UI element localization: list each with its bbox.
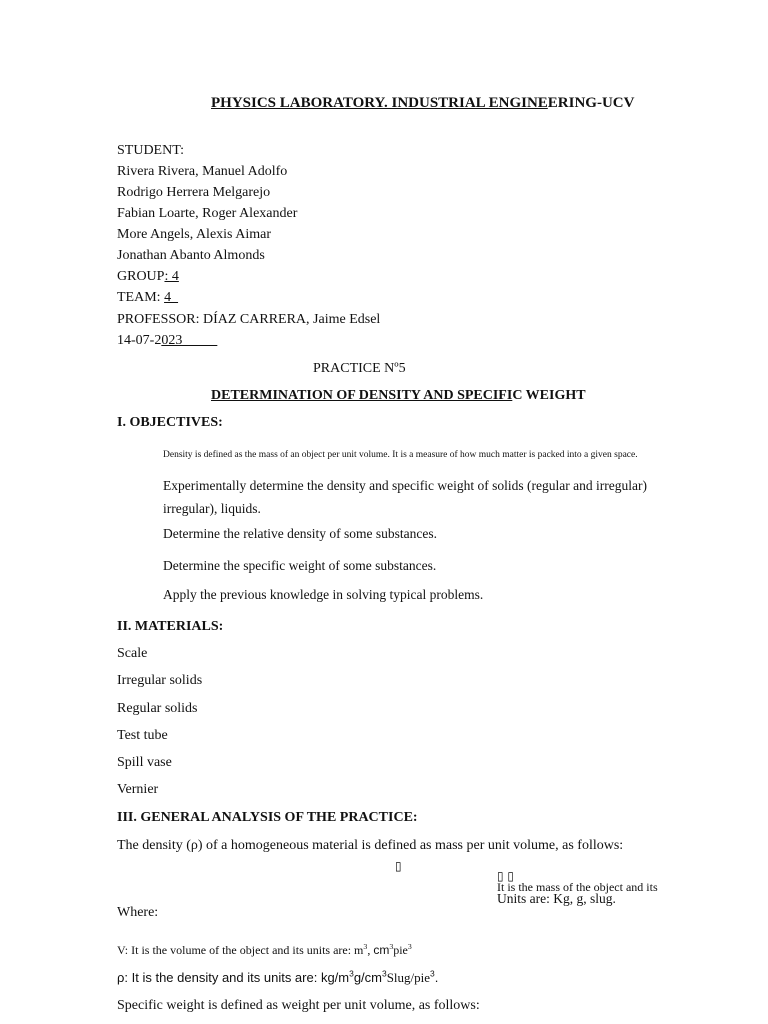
objectives-heading: I. OBJECTIVES: xyxy=(117,415,223,430)
document-title xyxy=(211,95,634,112)
practice-title-rest: C WEIGHT xyxy=(512,388,586,403)
objective-item-continued: irregular), liquids. xyxy=(163,501,261,516)
team-value: 4 xyxy=(164,290,179,305)
material-item: Vernier xyxy=(117,782,159,797)
volume-exponent: 3 xyxy=(389,942,394,951)
missing-symbol-glyphs: ▯ ▯ xyxy=(497,869,515,883)
material-item: Spill vase xyxy=(117,755,172,770)
practice-title-underlined: DETERMINATION OF DENSITY AND SPECIFI xyxy=(211,388,513,403)
practice-title xyxy=(211,388,586,404)
volume-definition xyxy=(117,943,412,958)
volume-unit-pie: pie xyxy=(393,943,408,957)
specific-weight-definition: Specific weight is defined as weight per unit volume, as follows: xyxy=(117,998,480,1013)
where-label: Where: xyxy=(117,905,159,920)
title-rest-part: ERING-UCV xyxy=(547,95,635,111)
material-item: Irregular solids xyxy=(117,673,203,688)
date-underlined: 023 xyxy=(161,333,218,348)
student-name: Rodrigo Herrera Melgarejo xyxy=(117,185,271,200)
student-name: Rivera Rivera, Manuel Adolfo xyxy=(117,164,288,179)
density-unit-slug: Slug/pie xyxy=(386,970,431,985)
mass-note: It is the mass of the object and its xyxy=(497,880,658,894)
title-underlined-part: PHYSICS LABORATORY. INDUSTRIAL ENGINE xyxy=(211,95,548,111)
density-exponent: 3 xyxy=(381,968,387,979)
group-value: : 4 xyxy=(164,269,179,284)
density-units-text: ρ: It is the density and its units are: kg/m xyxy=(117,970,350,985)
density-definition: The density (ρ) of a homogeneous material is defined as mass per unit volume, as follows: xyxy=(117,838,624,853)
professor-line: PROFESSOR: DÍAZ CARRERA, Jaime Edsel xyxy=(117,312,381,327)
objective-item: Determine the specific weight of some substances. xyxy=(163,558,437,573)
group-line xyxy=(117,269,179,285)
volume-separator: , xyxy=(367,943,374,957)
density-exponent: 3 xyxy=(430,968,435,979)
date-prefix: 14-07-2 xyxy=(117,333,162,348)
mass-units: Units are: Kg, g, slug. xyxy=(497,891,616,906)
density-unit-gcm: g/cm xyxy=(353,970,382,985)
student-name: Jonathan Abanto Almonds xyxy=(117,248,265,263)
objective-item: Apply the previous knowledge in solving typical problems. xyxy=(163,587,484,602)
volume-text: V: It is the volume of the object and its units are: m xyxy=(117,943,364,957)
volume-exponent: 3 xyxy=(407,942,412,951)
materials-heading: II. MATERIALS: xyxy=(117,619,224,634)
objective-item: Determine the relative density of some substances. xyxy=(163,526,438,541)
material-item: Scale xyxy=(117,646,148,661)
student-name: More Angels, Alexis Aimar xyxy=(117,227,271,242)
material-item: Regular solids xyxy=(117,701,198,716)
density-units-end: . xyxy=(434,970,439,985)
objective-item: Experimentally determine the density and specific weight of solids (regular and irregular) xyxy=(163,478,647,493)
analysis-heading: III. GENERAL ANALYSIS OF THE PRACTICE: xyxy=(117,810,418,825)
density-units-line xyxy=(117,970,438,986)
practice-number: PRACTICE Nº5 xyxy=(313,361,406,376)
date-line xyxy=(117,333,217,349)
volume-exponent: 3 xyxy=(363,942,368,951)
team-label: TEAM: xyxy=(117,290,165,305)
group-label: GROUP xyxy=(117,269,165,284)
student-label: STUDENT: xyxy=(117,143,184,158)
volume-unit-cm: cm xyxy=(373,943,390,957)
density-exponent: 3 xyxy=(349,968,354,979)
material-item: Test tube xyxy=(117,728,168,743)
objectives-intro: Density is defined as the mass of an object per unit volume. It is a measure of how much matter is packed into a given space. xyxy=(163,450,638,460)
student-name: Fabian Loarte, Roger Alexander xyxy=(117,206,298,221)
team-line xyxy=(117,290,178,306)
missing-formula-glyph: ▯ xyxy=(395,859,402,873)
